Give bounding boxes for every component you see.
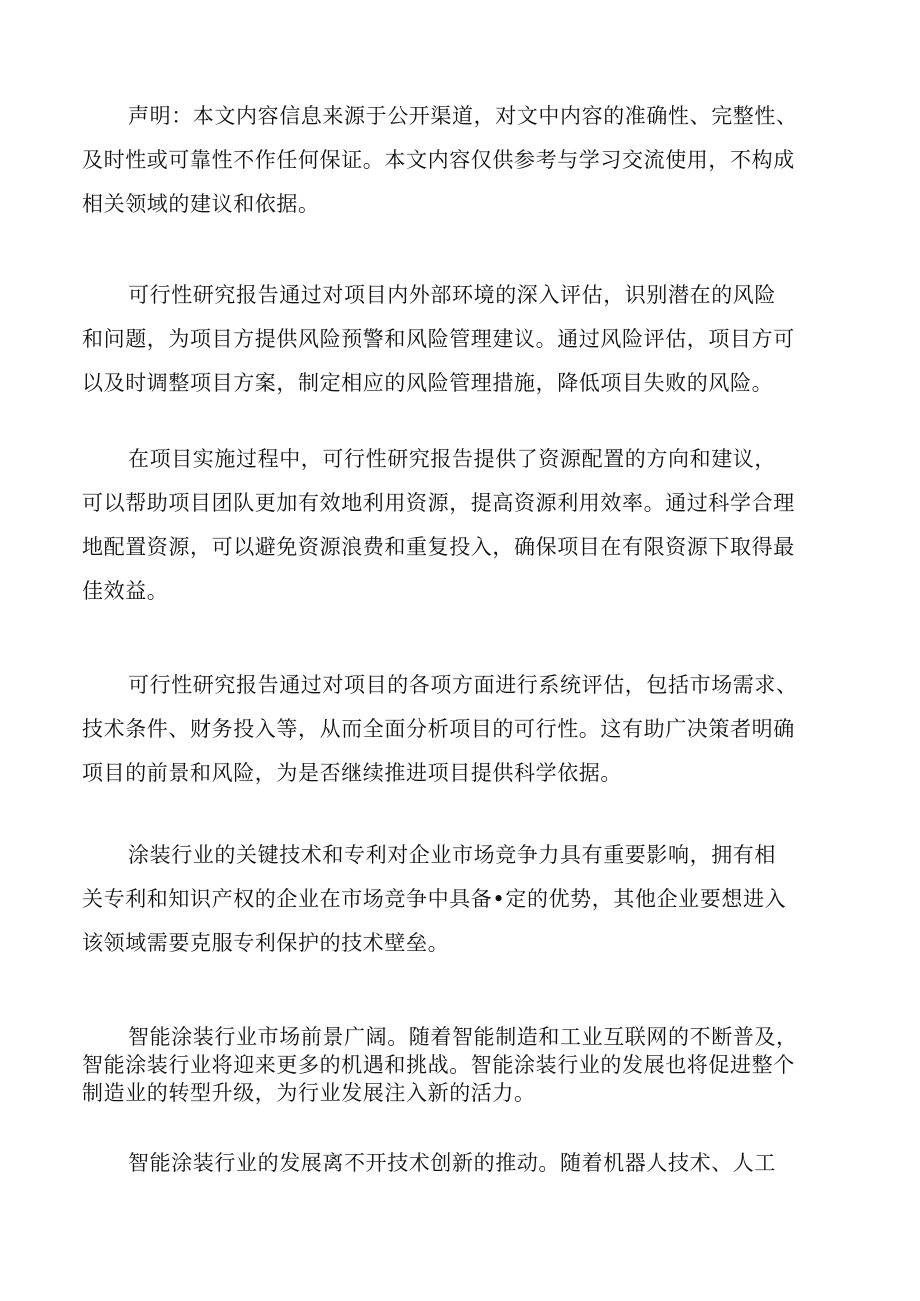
paragraph-line: 地配置资源，可以避免资源浪费和重复投入，确保项目在有限资源下取得最 (82, 535, 795, 559)
paragraph-market-outlook (82, 1023, 842, 1107)
paragraph-line: 关专利和知识产权的企业在市场竞争中具备•定的优势，其他企业要想进入 (82, 887, 787, 911)
paragraph-line: 可行性研究报告通过对项目内外部环境的深入评估，识别潜在的风险 (128, 283, 776, 307)
paragraph-disclaimer (82, 94, 842, 226)
paragraph-line: 及时性或可靠性不作任何保证。本文内容仅供参考与学习交流使用，不构成 (82, 148, 795, 172)
paragraph-line: 制造业的转型升级，为行业发展注入新的活力。 (82, 1081, 536, 1105)
paragraph-line: 声明：本文内容信息来源于公开渠道，对文中内容的准确性、完整性、 (128, 104, 798, 128)
paragraph-line: 涂装行业的关键技术和专利对企业市场竞争力具有重要影响，拥有相 (128, 843, 776, 867)
paragraph-line: 可行性研究报告通过对项目的各项方面进行系统评估，包括市场需求、 (128, 673, 798, 697)
paragraph-innovation (82, 1141, 842, 1185)
paragraph-line: 该领域需要克服专利保护的技术壁垒。 (82, 931, 450, 955)
paragraph-feasibility (82, 663, 842, 795)
paragraph-line: 项目的前景和风险，为是否继续推进项目提供科学依据。 (82, 761, 622, 785)
paragraph-line: 智能涂装行业的发展离不开技术创新的推动。随着机器人技术、人工 (128, 1151, 776, 1175)
paragraph-line: 智能涂装行业将迎来更多的机遇和挑战。智能涂装行业的发展也将促进整个 (82, 1053, 795, 1077)
paragraph-line: 和问题，为项目方提供风险预警和风险管理建议。通过风险评估，项目方可 (82, 327, 795, 351)
paragraph-line: 以及时调整项目方案，制定相应的风险管理措施，降低项目失败的风险。 (82, 371, 774, 395)
paragraph-line: 在项目实施过程中，可行性研究报告提供了资源配置的方向和建议， (128, 447, 776, 471)
paragraph-patents (82, 833, 842, 965)
paragraph-risk-assessment (82, 273, 842, 405)
paragraph-line: 智能涂装行业市场前景广阔。随着智能制造和工业互联网的不断普及， (128, 1025, 798, 1049)
paragraph-line: 技术条件、财务投入等，从而全面分析项目的可行性。这有助广决策者明确 (82, 717, 795, 741)
paragraph-resource-allocation (82, 437, 842, 613)
paragraph-line: 佳效益。 (82, 579, 169, 603)
paragraph-line: 相关领域的建议和依据。 (82, 192, 320, 216)
paragraph-line: 可以帮助项目团队更加有效地利用资源，提高资源利用效率。通过科学合理 (82, 491, 795, 515)
